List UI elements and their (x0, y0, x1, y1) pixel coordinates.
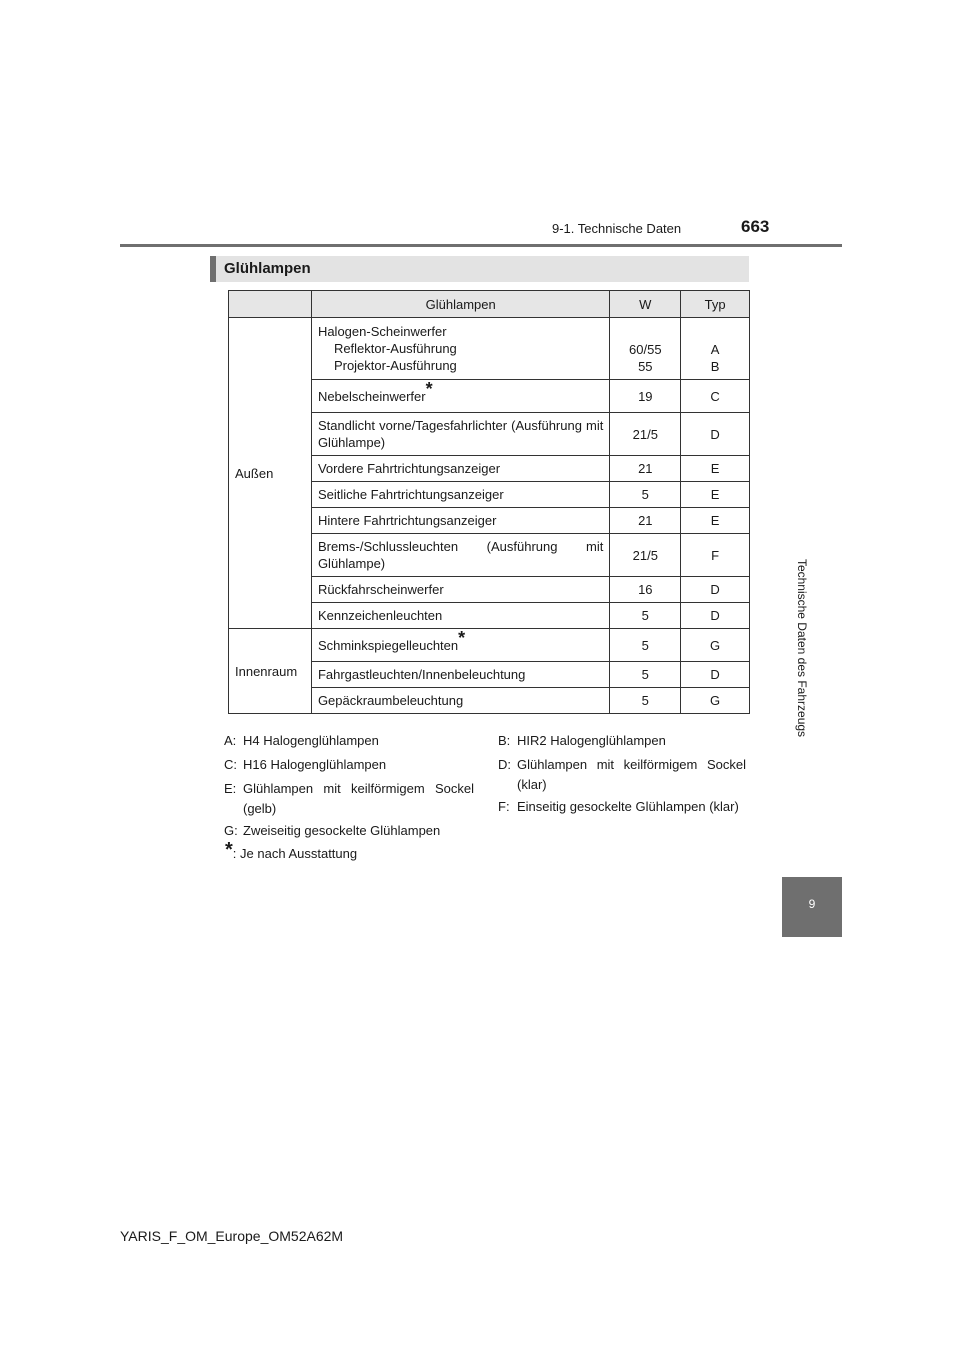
legend-item-d (498, 755, 746, 795)
chapter-number: 9 (808, 897, 816, 911)
footnote-star: * (425, 378, 433, 399)
header-rule (120, 244, 842, 247)
legend-item-g (224, 821, 474, 841)
legend-item-e (224, 779, 474, 819)
bulb-name: Schminkspiegelleuchten (317, 637, 459, 653)
legend-text: H4 Halogenglühlampen (243, 733, 379, 748)
legend-text: H16 Halogenglühlampen (243, 757, 387, 772)
bulb-type: A (710, 341, 720, 357)
footnote-text: : Je nach Ausstattung (232, 846, 358, 861)
section-heading: 9-1. Technische Daten (552, 221, 682, 236)
group-label-interior: Innenraum (229, 629, 312, 714)
bulb-table (228, 290, 750, 714)
wattage: 21 (610, 508, 681, 534)
wattage: 55 (638, 358, 653, 374)
footnote (225, 839, 358, 861)
legend-key: C: (224, 757, 237, 772)
document-code: YARIS_F_OM_Europe_OM52A62M (120, 1228, 344, 1244)
wattage: 60/55 (629, 341, 662, 357)
column-header: Glühlampen (311, 291, 609, 318)
legend-item-b (498, 731, 746, 751)
legend-text: Zweiseitig gesockelte Glühlampen (243, 823, 441, 838)
wattage: 5 (610, 629, 681, 662)
legend-text: HIR2 Halogenglühlampen (517, 733, 666, 748)
wattage: 21/5 (610, 413, 681, 456)
legend-text: Glühlampen mit keilförmigem Sockel (gelb) (243, 781, 474, 816)
section-title: Glühlampen (224, 260, 311, 277)
page-number: 663 (741, 217, 770, 236)
bulb-variant: Reflektor-Ausführung (333, 341, 457, 356)
wattage: 16 (610, 577, 681, 603)
bulb-type: D (681, 662, 750, 688)
column-header (229, 291, 312, 318)
bulb-type: E (681, 482, 750, 508)
legend-key: D: (498, 757, 511, 772)
group-label-exterior: Außen (229, 318, 312, 629)
bulb-name: Nebelscheinwerfer (317, 388, 426, 404)
side-tab-label: Technische Daten des Fahrzeugs (795, 558, 809, 738)
bulb-name: Hintere Fahrtrichtungsanzeiger (311, 508, 609, 534)
bulb-variant: Projektor-Ausführung (333, 358, 457, 373)
legend-key: F: (498, 799, 510, 814)
bulb-name: Vordere Fahrtrichtungsanzeiger (311, 456, 609, 482)
bulb-name: Kennzeichenleuchten (311, 603, 609, 629)
bulb-name: Gepäckraumbeleuchtung (311, 688, 609, 714)
legend-text: Glühlampen mit keilförmigem Sockel (klar) (517, 757, 746, 792)
legend-item-c (224, 755, 474, 775)
footnote-star: * (225, 839, 233, 861)
footnote-star: * (458, 627, 466, 648)
bulb-type: G (681, 688, 750, 714)
bulb-type: D (681, 577, 750, 603)
legend-key: E: (224, 781, 237, 796)
wattage: 21/5 (610, 534, 681, 577)
chapter-tab[interactable] (782, 877, 842, 937)
bulb-type: G (681, 629, 750, 662)
legend-item-f (498, 797, 746, 817)
wattage: 19 (610, 380, 681, 413)
column-header: Typ (681, 291, 750, 318)
section-marker (210, 256, 216, 282)
bulb-type: F (681, 534, 750, 577)
legend-item-a (224, 731, 474, 751)
legend-key: B: (498, 733, 511, 748)
bulb-type: E (681, 508, 750, 534)
bulb-type: E (681, 456, 750, 482)
bulb-name: Fahrgastleuchten/Innenbeleuchtung (311, 662, 609, 688)
wattage: 5 (610, 688, 681, 714)
bulb-name: Seitliche Fahrtrichtungsanzeiger (311, 482, 609, 508)
bulb-name: Rückfahrscheinwerfer (311, 577, 609, 603)
bulb-name: Standlicht vorne/Tagesfahrlichter (Ausführung mit Glühlampe) (311, 413, 609, 456)
wattage: 5 (610, 482, 681, 508)
wattage: 5 (610, 603, 681, 629)
table-row (229, 629, 750, 662)
legend-key: G: (224, 823, 238, 838)
table-header-row (229, 291, 750, 318)
bulb-type: B (710, 358, 720, 374)
section-title-bar (210, 256, 749, 282)
column-header: W (610, 291, 681, 318)
wattage: 5 (610, 662, 681, 688)
legend-text: Einseitig gesockelte Glühlampen (klar) (517, 799, 739, 814)
table-row (229, 318, 750, 380)
bulb-name: Halogen-Scheinwerfer (317, 324, 447, 339)
bulb-name: Brems-/Schlussleuchten (Ausführung mit Glühlampe) (311, 534, 609, 577)
legend-key: A: (224, 733, 237, 748)
bulb-type: C (681, 380, 750, 413)
wattage: 21 (610, 456, 681, 482)
bulb-type: D (681, 603, 750, 629)
bulb-type: D (681, 413, 750, 456)
